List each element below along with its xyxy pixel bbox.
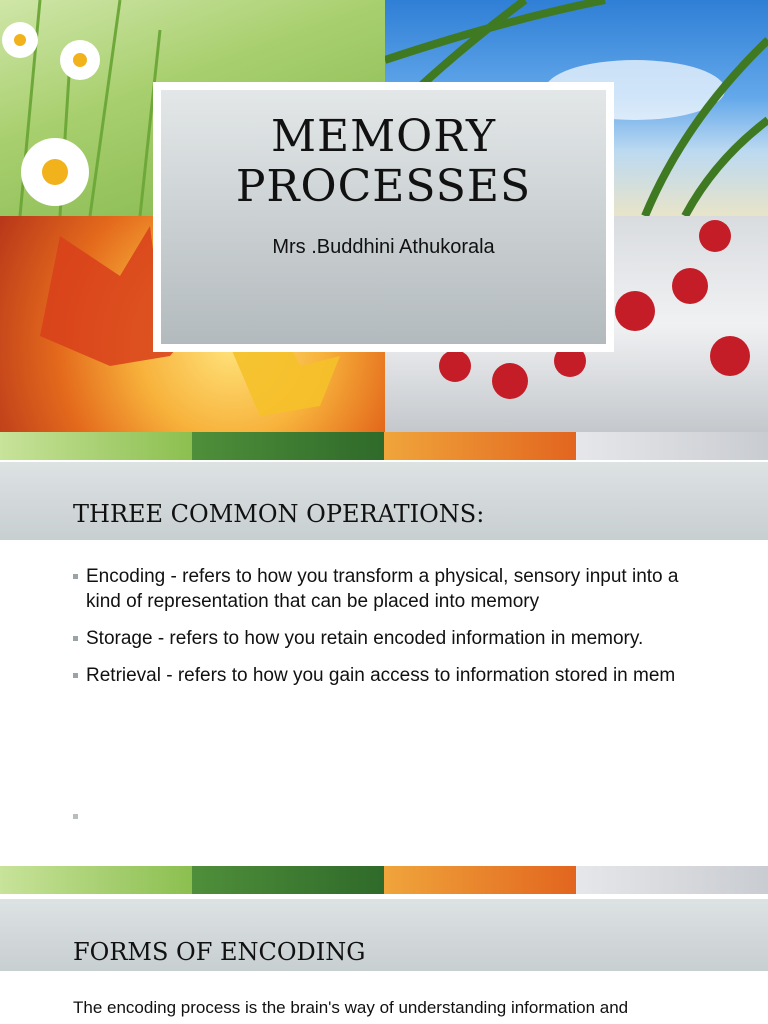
bullet-marker-icon <box>73 673 78 678</box>
presenter-name: Mrs .Buddhini Athukorala <box>272 236 495 258</box>
title-card-panel <box>161 90 606 344</box>
collage-strip <box>0 432 768 460</box>
bullet-item-encoding <box>73 564 713 614</box>
slide-body-text: The encoding process is the brain's way of understanding information and <box>73 998 629 1017</box>
bullet-marker-icon <box>73 574 78 579</box>
empty-bullet-marker-icon <box>73 814 78 819</box>
presentation-title <box>161 90 606 212</box>
operations-slide <box>0 462 768 866</box>
title-slide <box>0 0 768 460</box>
slide-heading: FORMS OF ENCODING <box>73 938 366 966</box>
bullet-text: Storage - refers to how you retain encoded information in memory. <box>86 628 644 649</box>
title-line-1: MEMORY <box>270 111 497 162</box>
slide-heading: THREE COMMON OPERATIONS: <box>73 500 485 528</box>
title-card <box>153 82 614 352</box>
bullet-text: Retrieval - refers to how you gain access to information stored in mem <box>86 665 676 686</box>
bullet-list <box>73 564 713 700</box>
bullet-text: Encoding - refers to how you transform a physical, sensory input into a kind of representation that can be placed into memory <box>86 566 679 612</box>
bullet-item-retrieval <box>73 663 713 688</box>
collage-strip <box>0 866 768 894</box>
title-line-2: PROCESSES <box>235 161 532 212</box>
bullet-item-storage <box>73 626 713 651</box>
bullet-marker-icon <box>73 636 78 641</box>
encoding-slide <box>0 866 768 1024</box>
